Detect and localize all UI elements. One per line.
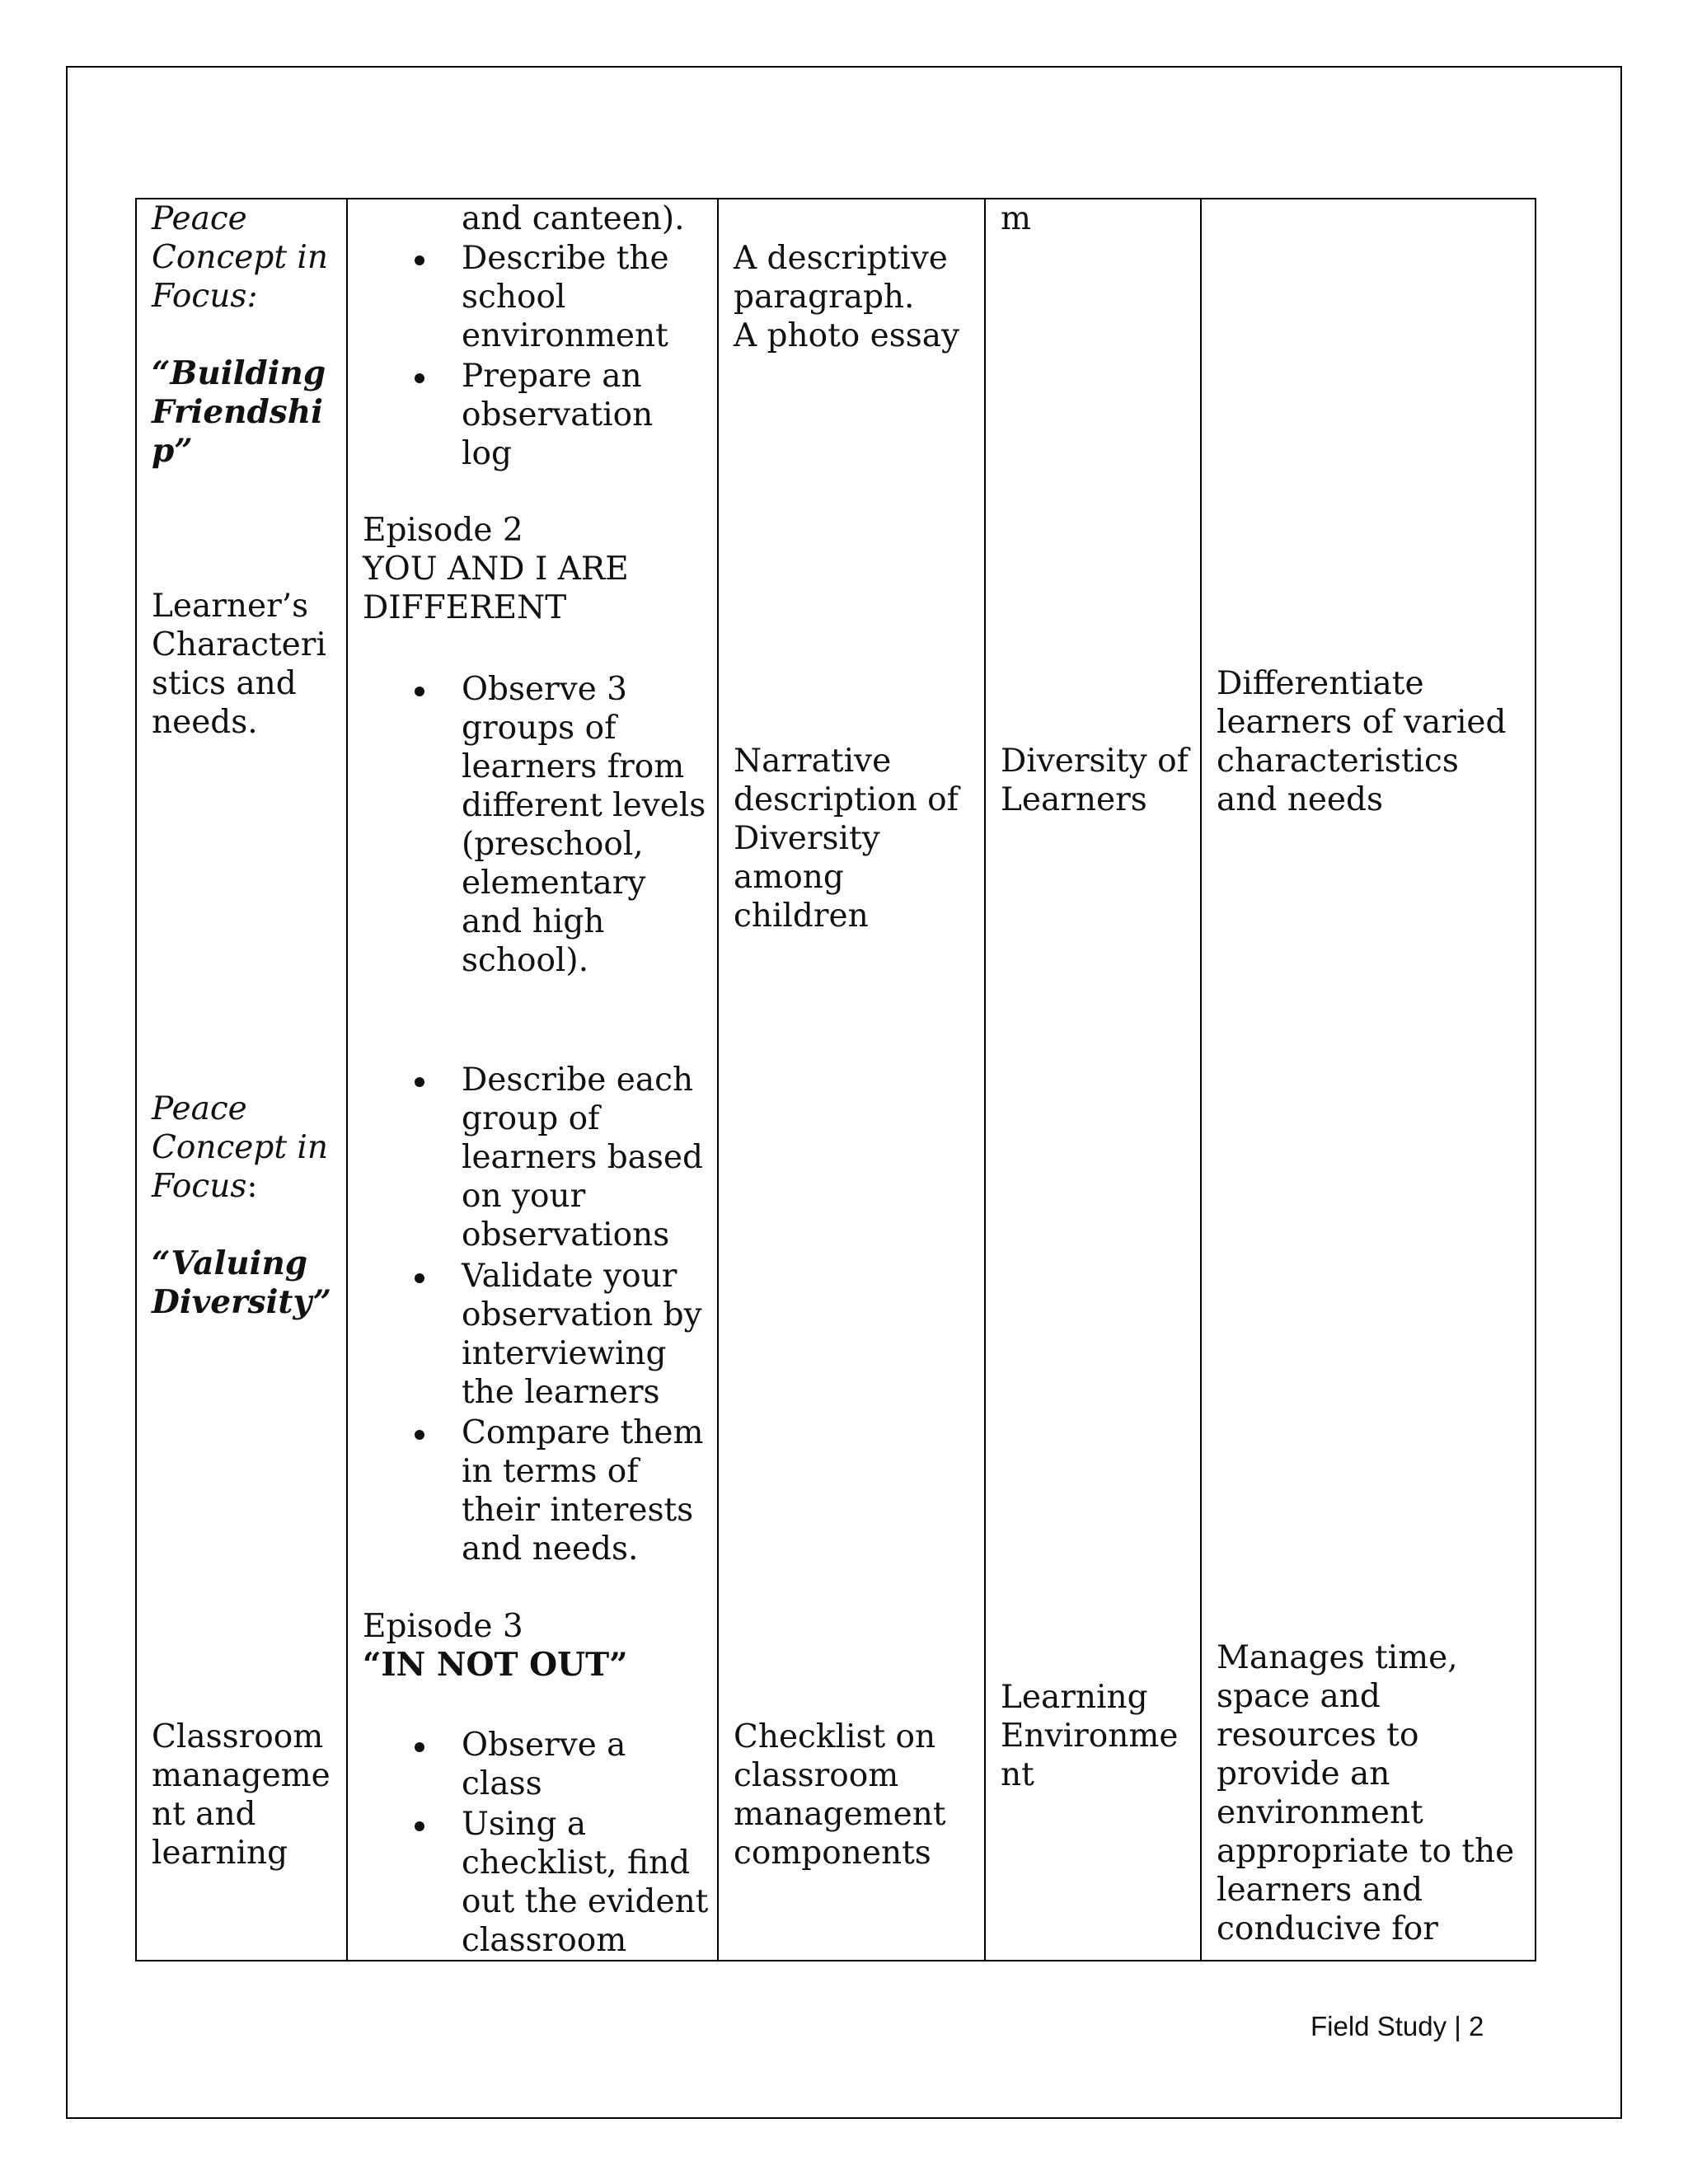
peace-concept-text: Peace Concept in Focus <box>152 1090 328 1205</box>
peace-concept-colon: : <box>246 1168 258 1205</box>
learners-characteristics: Learner’s Characteri stics and needs. <box>152 588 326 741</box>
bullet-validate: Validate your observation by interviewing the learners <box>462 1258 702 1411</box>
bullet <box>415 255 424 265</box>
bullet <box>415 373 424 383</box>
competency-differentiate: Differentiate learners of varied characteristics and needs <box>1217 665 1507 818</box>
bullet-observe-class: Observe a class <box>462 1727 626 1802</box>
valuing-diversity: “Valuing Diversity” <box>152 1244 331 1321</box>
competency-manages: Manages time, space and resources to provide an environment appropriate to the learners and conducive for <box>1217 1639 1515 1947</box>
output-narrative: Narrative description of Diversity among children <box>734 743 959 935</box>
canteen-text: and canteen). <box>462 200 685 237</box>
bullet <box>415 1273 424 1283</box>
domain-diversity: Diversity of Learners <box>1001 743 1189 818</box>
building-friendship: “Building Friendshi p” <box>152 354 326 470</box>
episode-3-heading: Episode 3 <box>363 1608 523 1645</box>
bullet-describe-groups: Describe each group of learners based on your observations <box>462 1062 703 1254</box>
domain-environment: Learning Environme nt <box>1001 1679 1179 1793</box>
domain-fragment: m <box>1001 200 1031 237</box>
bullet-using-checklist: Using a checklist, find out the evident classroom <box>462 1806 709 1959</box>
episode-2-heading: Episode 2 YOU AND I ARE DIFFERENT <box>363 512 629 626</box>
output-checklist: Checklist on classroom management components <box>734 1718 946 1872</box>
episode-3-title: “IN NOT OUT” <box>363 1646 628 1684</box>
bullet-prepare-log: Prepare an observation log <box>462 358 654 472</box>
bullet <box>415 1430 424 1440</box>
bullet-observe-groups: Observe 3 groups of learners from different levels (preschool, elementary and high school). <box>462 671 706 979</box>
bullet-describe-school: Describe the school environment <box>462 240 669 354</box>
output-descriptive: A descriptive paragraph. A photo essay <box>734 240 960 354</box>
bullet <box>415 1742 424 1752</box>
classroom-management: Classroom manageme nt and learning <box>152 1718 331 1872</box>
page-footer: Field Study | 2 <box>1311 2011 1484 2041</box>
bullet-compare: Compare them in terms of their interests and needs. <box>462 1414 704 1568</box>
bullet <box>415 1821 424 1831</box>
peace-concept-label-1: Peace Concept in Focus: <box>152 200 328 315</box>
bullet <box>415 687 424 696</box>
peace-concept-label-2 <box>152 1090 328 1206</box>
table-col-output <box>717 198 986 1961</box>
bullet <box>415 1077 424 1087</box>
